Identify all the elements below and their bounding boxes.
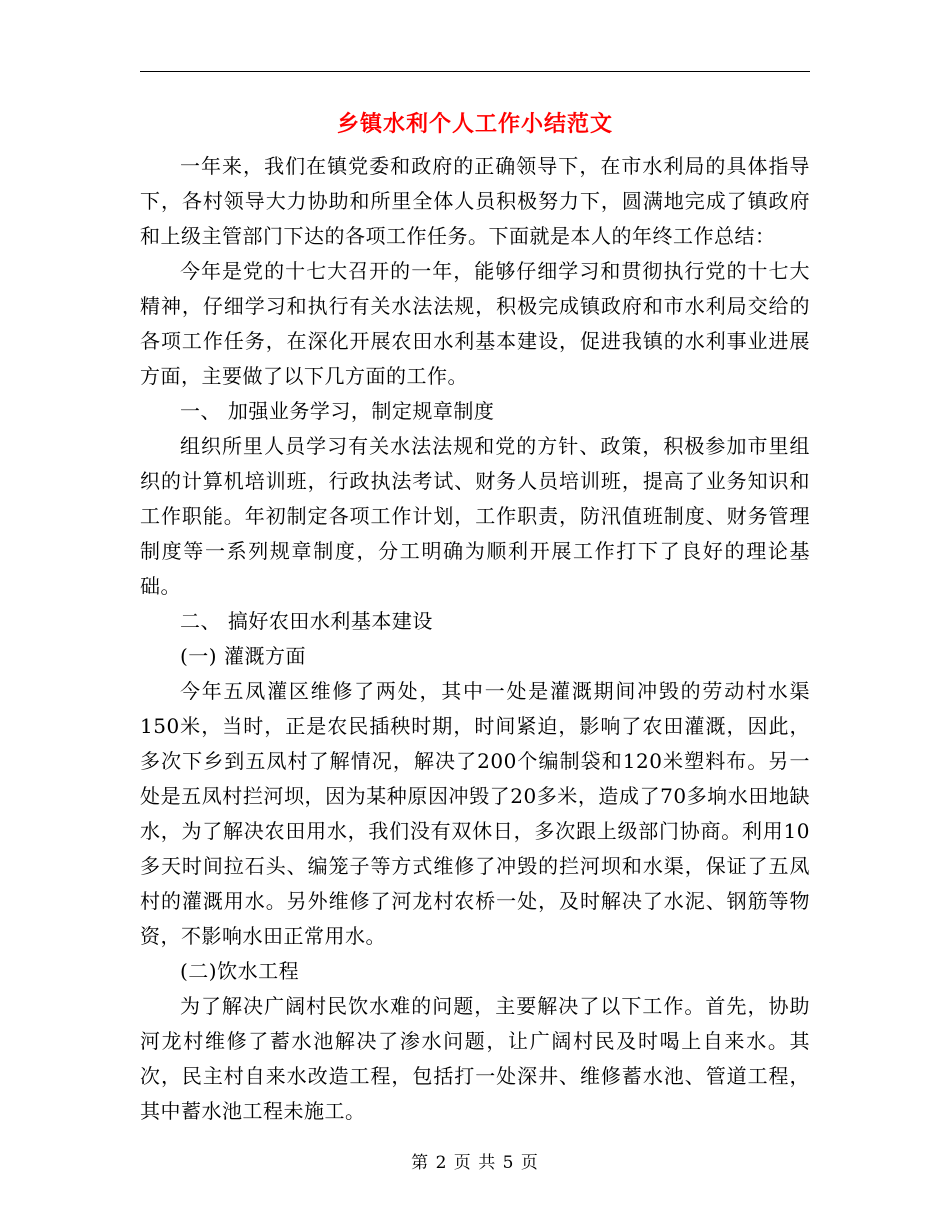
body-paragraph: 今年五凤灌区维修了两处，其中一处是灌溉期间冲毁的劳动村水渠150米，当时，正是农民插秧时期，时间紧迫，影响了农田灌溉，因此，多次下乡到五凤村了解情况，解决了200个编制袋和120米塑料布。另一处是五凤村拦河坝，因为某种原因冲毁了20多米，造成了70多垧水田地缺水，为了解决农田用水，我们没有双休日，多次跟上级部门协商。利用10多天时间拉石头、编笼子等方式维修了冲毁的拦河坝和水渠，保证了五凤村的灌溉用水。另外维修了河龙村农桥一处，及时解决了水泥、钢筋等物资，不影响水田正常用水。 [140, 679, 810, 948]
subsection-heading: (二)饮水工程 [180, 959, 300, 983]
subsection-heading: (一) 灌溉方面 [180, 644, 306, 668]
document-title: 乡镇水利个人工作小结范文 [336, 112, 613, 137]
body-paragraph: 为了解决广阔村民饮水难的问题，主要解决了以下工作。首先，协助河龙村维修了蓄水池解决了渗水问题，让广阔村民及时喝上自来水。其次，民主村自来水改造工程，包括打一处深井、维修蓄水池、管道工程，其中蓄水池工程未施工。 [140, 994, 810, 1123]
section-heading: 一、 加强业务学习，制定规章制度 [180, 399, 495, 423]
body-paragraph: 组织所里人员学习有关水法法规和党的方针、政策，积极参加市里组织的计算机培训班，行政执法考试、财务人员培训班，提高了业务知识和工作职能。年初制定各项工作计划，工作职责，防汛值班制度、财务管理制度等一系列规章制度，分工明确为顺利开展工作打下了良好的理论基础。 [140, 434, 810, 598]
body-paragraph: 一年来，我们在镇党委和政府的正确领导下，在市水利局的具体指导下，各村领导大力协助和所里全体人员积极努力下，圆满地完成了镇政府和上级主管部门下达的各项工作任务。下面就是本人的年终工作总结： [140, 154, 810, 248]
page-number-footer: 第 2 页 共 5 页 [411, 1153, 539, 1173]
section-heading: 二、 搞好农田水利基本建设 [180, 609, 433, 633]
body-paragraph: 今年是党的十七大召开的一年，能够仔细学习和贯彻执行党的十七大精神，仔细学习和执行有关水法法规，积极完成镇政府和市水利局交给的各项工作任务，在深化开展农田水利基本建设，促进我镇的水利事业进展方面，主要做了以下几方面的工作。 [140, 259, 810, 388]
document-body [140, 149, 810, 1129]
header-rule [140, 71, 810, 72]
